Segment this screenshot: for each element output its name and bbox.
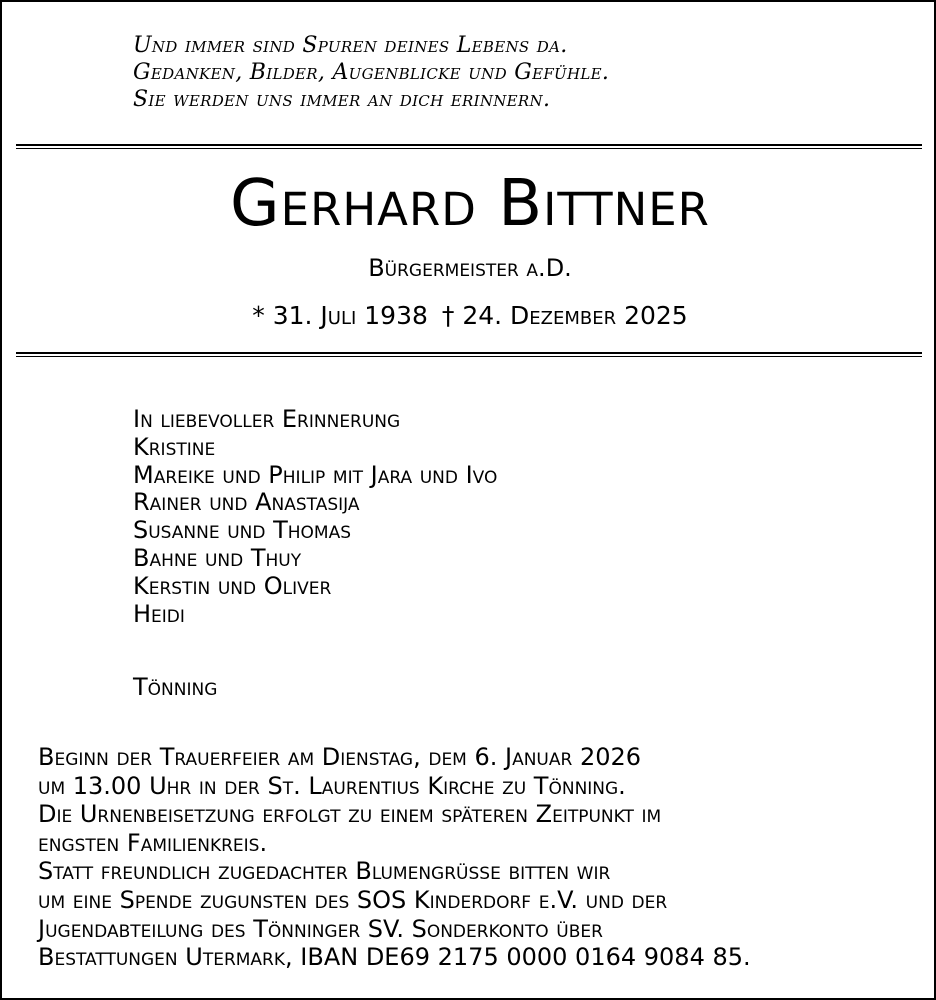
motto-line: Und immer sind Spuren deines Lebens da. <box>133 33 568 58</box>
motto-line: Sie werden uns immer an dich erinnern. <box>133 87 551 112</box>
notice-line: Die Urnenbeisetzung erfolgt zu einem späteren Zeitpunkt im <box>38 800 662 829</box>
notice-line: Jugendabteilung des Tönninger SV. Sonderkonto über <box>38 914 603 943</box>
birth-date: * 31. Juli 1938 <box>252 301 428 330</box>
notice-line: Statt freundlich zugedachter Blumengrüsse bitten wir <box>38 857 611 886</box>
notice-line: Bestattungen Utermark, IBAN DE69 2175 0000 0164 9084 85. <box>38 943 751 972</box>
mourner-name: Rainer und Anastasija <box>133 488 360 517</box>
notice-line: um 13.00 Uhr in der St. Laurentius Kirche zu Tönning. <box>38 771 626 800</box>
mourner-name: Heidi <box>133 599 185 628</box>
notice-line: engsten Familienkreis. <box>38 828 268 857</box>
mourners-intro: In liebevoller Erinnerung <box>133 405 401 433</box>
death-date: † 24. Dezember 2025 <box>441 301 688 330</box>
notice-line: Beginn der Trauerfeier am Dienstag, dem 6. Januar 2026 <box>38 743 642 771</box>
motto-line: Gedanken, Bilder, Augenblicke und Gefühle. <box>133 60 610 85</box>
deceased-title: Bürgermeister a.D. <box>368 254 572 282</box>
motto-verse <box>133 32 609 113</box>
deceased-name: Gerhard Bittner <box>230 167 710 241</box>
life-dates <box>2 301 936 331</box>
notice-line: um eine Spende zugunsten des SOS Kinderdorf e.V. und der <box>38 885 668 914</box>
mourner-name: Bahne und Thuy <box>133 543 302 572</box>
top-double-rule <box>16 144 922 149</box>
bottom-double-rule <box>16 352 922 357</box>
place-name: Tönning <box>133 673 218 701</box>
mourner-name: Kristine <box>133 432 216 461</box>
mourner-name: Mareike und Philip mit Jara und Ivo <box>133 460 498 489</box>
mourner-name: Susanne und Thomas <box>133 516 352 545</box>
funeral-notice <box>38 743 751 972</box>
mourner-name: Kerstin und Oliver <box>133 571 332 600</box>
mourners-list <box>133 406 497 628</box>
